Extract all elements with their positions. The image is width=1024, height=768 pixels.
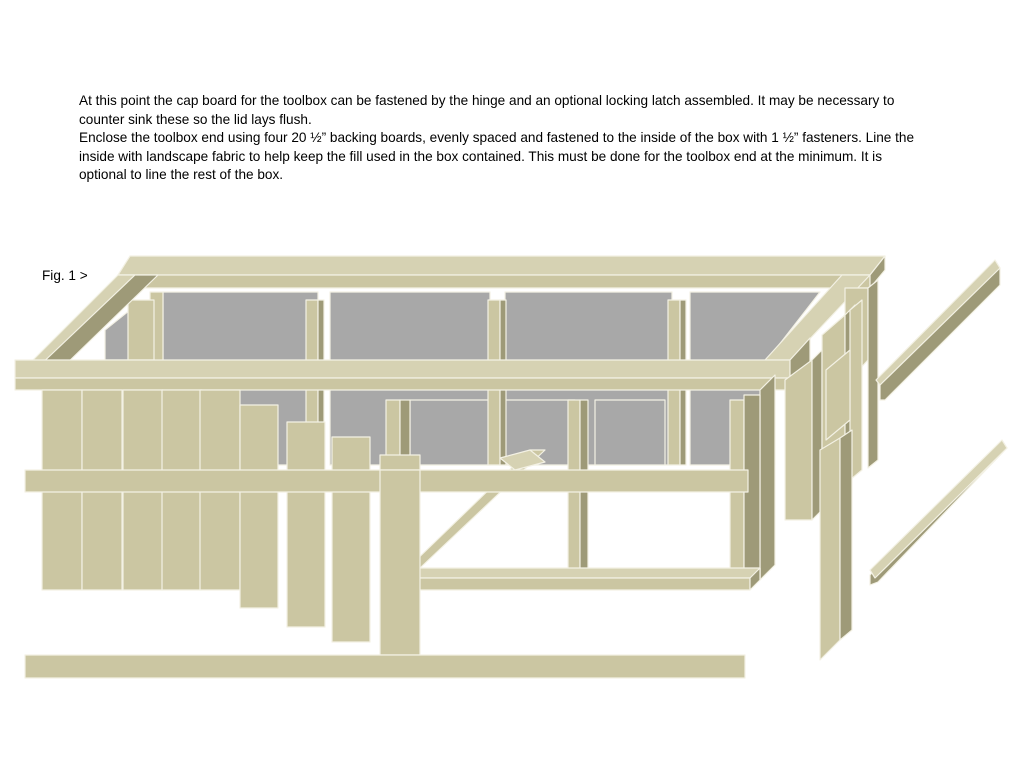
instruction-paragraph-backing-boards: Enclose the toolbox end using four 20 ½” backing boards, evenly spaced and fastened to the inside of the box with 1 ½” fasteners. Line the inside with landscape fabric to help keep the fill used in the box contained. This must be done for the toolbox end at the minimum. It is optional to line the rest of the box. xyxy=(79,130,915,183)
figure-label: Fig. 1 > xyxy=(42,268,88,283)
instruction-paragraph-cap-board: At this point the cap board for the toolbox can be fastened by the hinge and an optional locking latch assembled. It may be necessary to counter sink these so the lid lays flush. xyxy=(79,93,895,127)
